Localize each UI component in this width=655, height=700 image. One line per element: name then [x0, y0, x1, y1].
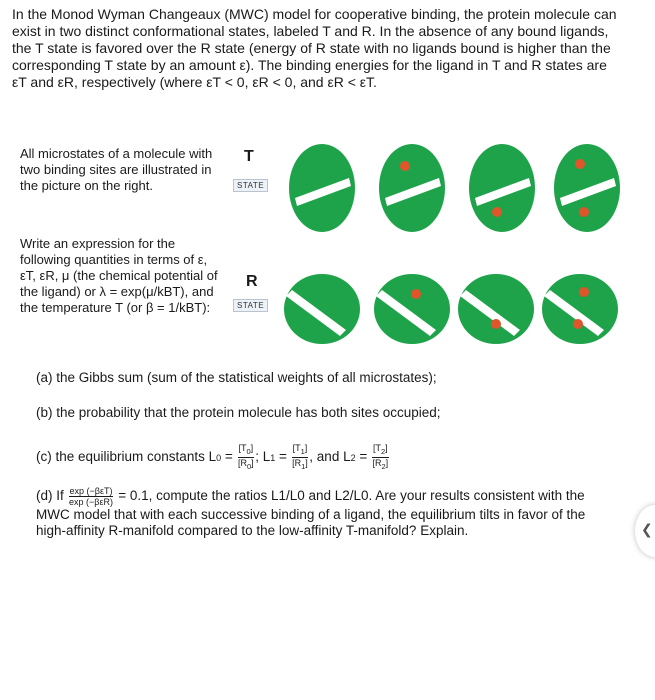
question-d: [36, 486, 596, 539]
t-state-site1-bound: [377, 142, 447, 234]
t-state-unbound: [287, 142, 357, 234]
t-state-letter: T: [244, 148, 254, 165]
question-b: (b) the probability that the protein molecule has both sites occupied;: [36, 405, 441, 420]
r-state-letter: R: [246, 273, 258, 290]
r-state-badge: STATE: [233, 299, 268, 312]
question-c-prefix: (c) the equilibrium constants L: [36, 448, 217, 464]
side-panel-handle[interactable]: [635, 505, 655, 557]
question-a: (a) the Gibbs sum (sum of the statistical weights of all microstates);: [36, 370, 437, 385]
question-d-ratio: $\frac{\text{exp (−βεT)}}{\text{exp (−βεR)}}$: [69, 486, 113, 507]
problem-intro: In the Monod Wyman Changeaux (MWC) model for cooperative binding, the protein molecule can exist in two distinct conformational states, labeled T and R. In the absence of any bound ligands, the T state is favored over the R state (energy of R state with no ligands bound is higher than the corresponding T state by an amount ε). The binding energies for the ligand in T and R states are εT and εR, respectively (where εT < 0, εR < 0, and εR < εT.: [12, 6, 617, 90]
question-c: (c) the equilibrium constants L0 = $\frac{[T_0]}{[R_0]}$ ; L1 = $\frac{[T_1]}{[R_1]}$ , and L2 = $\frac{[T_2]}{[R_2]}$: [36, 443, 389, 471]
instructions-paragraph: Write an expression for the following quantities in terms of ε, εT, εR, μ (the chemical potential of the ligand) or λ = exp(μ/kBT), and the temperature T (or β = 1/kBT):: [20, 236, 218, 315]
question-d-prefix: (d) If: [36, 488, 64, 504]
r-state-site1-bound: [372, 272, 452, 346]
r-state-unbound: [282, 272, 362, 346]
r-state-site2-bound: [456, 272, 536, 346]
t-state-badge: STATE: [233, 179, 268, 192]
t-state-both-bound: [552, 142, 622, 234]
question-d-text: = 0.1, compute the ratios L1/L0 and L2/L0. Are your results consistent with the MWC model that with each successive binding of a ligand, the equilibrium tilts in favor of the high-affinity R-manifold compared to the low-affinity T-manifold? Explain.: [36, 488, 586, 538]
r-state-both-bound: [540, 272, 620, 346]
chevron-left-icon: ❮: [641, 521, 653, 537]
microstates-description: All microstates of a molecule with two binding sites are illustrated in the picture on the right.: [20, 146, 213, 193]
t-state-site2-bound: [467, 142, 537, 234]
